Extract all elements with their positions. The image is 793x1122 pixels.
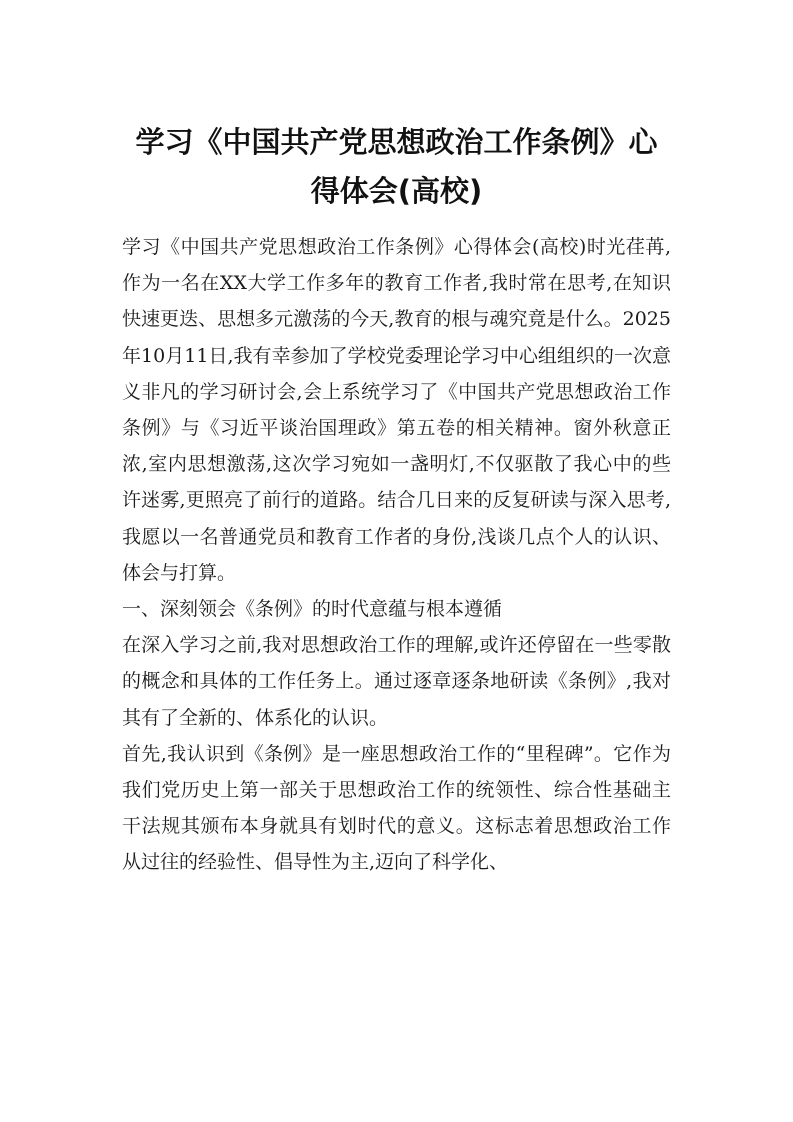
document-title: 学习《中国共产党思想政治工作条例》心得体会(高校) — [135, 125, 658, 208]
intro-paragraph: 学习《中国共产党思想政治工作条例》心得体会(高校)时光荏苒,作为一名在XX大学工作多年的教育工作者,我时常在思考,在知识快速更迭、思想多元激荡的今天,教育的根与魂究竟是什么。2025年10月11日,我有幸参加了学校党委理论学习中心组组织的一次意义非凡的学习研讨会,会上系统学习了《中国共产党思想政治工作条例》与《习近平谈治国理政》第五卷的相关精神。窗外秋意正浓,室内思想激荡,这次学习宛如一盏明灯,不仅驱散了我心中的些许迷雾,更照亮了前行的道路。结合几日来的反复研读与深入思考,我愿以一名普通党员和教育工作者的身份,浅谈几点个人的认识、体会与打算。 — [122, 236, 671, 584]
body-paragraph: 首先,我认识到《条例》是一座思想政治工作的“里程碑”。它作为我们党历史上第一部关于思想政治工作的统领性、综合性基础主干法规其颁布本身就具有划时代的意义。这标志着思想政治工作从过往的经验性、倡导性为主,迈向了科学化、 — [122, 742, 671, 874]
section-heading: 一、深刻领会《条例》的时代意蕴与根本遵循 — [122, 598, 503, 621]
document-body — [122, 229, 671, 881]
body-paragraph: 在深入学习之前,我对思想政治工作的理解,或许还停留在一些零散的概念和具体的工作任务上。通过逐章逐条地研读《条例》,我对其有了全新的、体系化的认识。 — [122, 634, 671, 729]
